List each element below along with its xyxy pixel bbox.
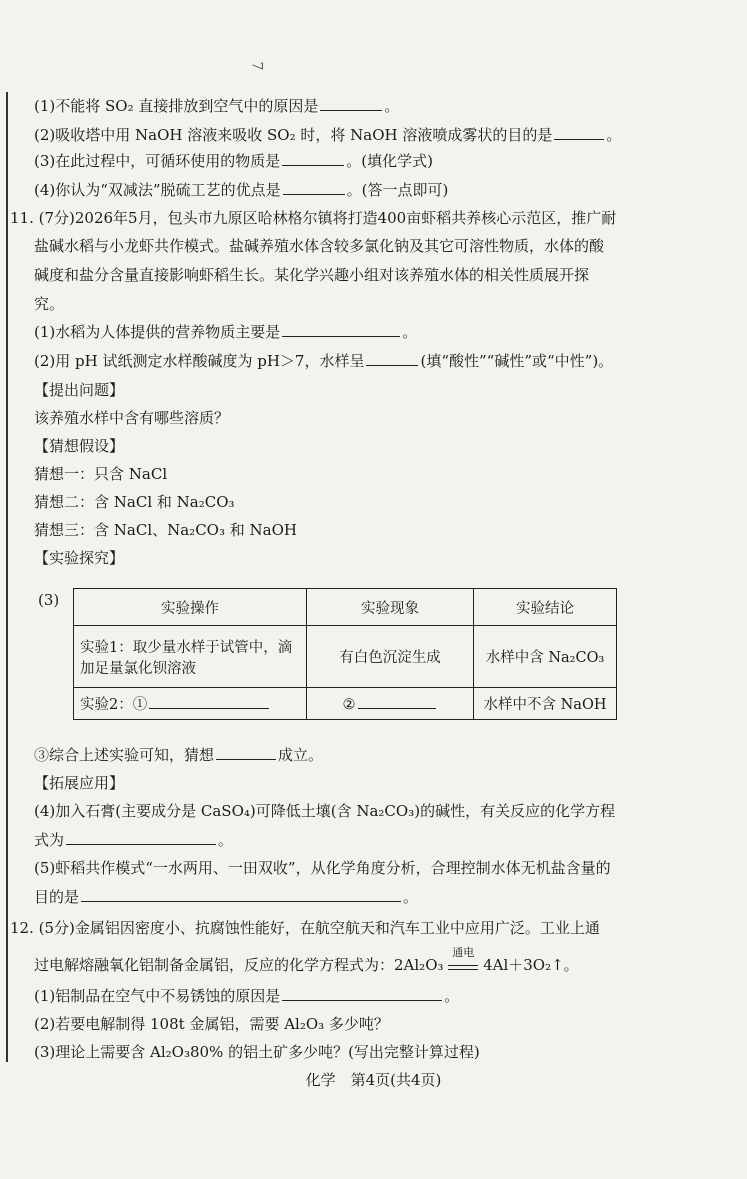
answer-blank[interactable] bbox=[282, 322, 400, 337]
answer-blank[interactable] bbox=[282, 986, 442, 1001]
answer-blank[interactable] bbox=[358, 694, 436, 709]
table-row bbox=[74, 688, 617, 720]
heading-guess: 【猜想假设】 bbox=[34, 437, 125, 455]
answer-blank[interactable] bbox=[282, 151, 344, 166]
q10-part2: (2)吸收塔中用 NaOH 溶液来吸收 SO₂ 时，将 NaOH 溶液喷成雾状的目的是 。 bbox=[34, 126, 622, 144]
q12-stem-line1: 12. (5分)金属铝因密度小、抗腐蚀性能好，在航空航天和汽车工业中应用广泛。工业上通 bbox=[10, 919, 600, 937]
answer-blank[interactable] bbox=[554, 125, 604, 140]
q12-part1: (1)铝制品在空气中不易锈蚀的原因是 。 bbox=[34, 987, 460, 1005]
answer-blank[interactable] bbox=[149, 694, 269, 709]
guess-2: 猜想二：含 NaCl 和 Na₂CO₃ bbox=[34, 493, 235, 511]
heading-problem: 【提出问题】 bbox=[34, 381, 125, 399]
table-row bbox=[74, 626, 617, 688]
q10-part4: (4)你认为“双减法”脱硫工艺的优点是 。(答一点即可) bbox=[34, 181, 449, 199]
q11-part1: (1)水稻为人体提供的营养物质主要是 。 bbox=[34, 323, 418, 341]
q11-part3-label: (3) bbox=[38, 591, 60, 609]
answer-blank[interactable] bbox=[216, 745, 276, 760]
answer-blank[interactable] bbox=[366, 351, 418, 366]
q10-part3: (3)在此过程中，可循环使用的物质是 。(填化学式) bbox=[34, 152, 433, 170]
guess-3: 猜想三：含 NaCl、Na₂CO₃ 和 NaOH bbox=[34, 521, 297, 539]
table-header-row bbox=[74, 589, 617, 626]
q11-part3-conclusion: ③综合上述实验可知，猜想 成立。 bbox=[34, 746, 324, 764]
q11-part4-line2: 式为 。 bbox=[34, 831, 234, 849]
q11-part5-line2: 目的是 。 bbox=[34, 888, 419, 906]
q11-part4-line1: (4)加入石膏(主要成分是 CaSO₄)可降低土壤(含 Na₂CO₃)的碱性，有关反应的化学方程 bbox=[34, 802, 616, 820]
guess-1: 猜想一：只含 NaCl bbox=[34, 465, 168, 483]
q11-stem-line4: 究。 bbox=[34, 295, 65, 313]
table-header: 实验结论 bbox=[474, 589, 617, 626]
problem-text: 该养殖水样中含有哪些溶质？ bbox=[34, 409, 230, 427]
heading-explore: 【实验探究】 bbox=[34, 549, 125, 567]
table-cell-conclusion: 水样中含 Na₂CO₃ bbox=[474, 626, 617, 688]
q11-stem-line3: 碱度和盐分含量直接影响虾稻生长。某化学兴趣小组对该养殖水体的相关性质展开探 bbox=[34, 266, 590, 284]
table-cell-phenomenon: ② bbox=[307, 688, 474, 720]
left-margin-line bbox=[6, 92, 8, 1062]
q11-part5-line1: (5)虾稻共作模式“一水两用、一田双收”，从化学角度分析，合理控制水体无机盐含量的 bbox=[34, 859, 611, 877]
q11-stem-line1: 11. (7分)2026年5月，包头市九原区哈林格尔镇将打造400亩虾稻共养核心示范区，推广耐 bbox=[10, 209, 617, 227]
table-cell-phenomenon: 有白色沉淀生成 bbox=[307, 626, 474, 688]
q12-part3: (3)理论上需要含 Al₂O₃80% 的铝土矿多少吨？(写出完整计算过程) bbox=[34, 1043, 480, 1061]
table-header: 实验现象 bbox=[307, 589, 474, 626]
table-cell-operation: 实验1：取少量水样于试管中，滴 加足量氯化钡溶液 bbox=[74, 626, 307, 688]
page-corner-mark: 7 bbox=[248, 61, 265, 71]
table-header: 实验操作 bbox=[74, 589, 307, 626]
q10-part1: (1)不能将 SO₂ 直接排放到空气中的原因是 。 bbox=[34, 97, 400, 115]
answer-blank[interactable] bbox=[81, 887, 401, 902]
answer-blank[interactable] bbox=[283, 180, 345, 195]
table-cell-operation: 实验2：① bbox=[74, 688, 307, 720]
q12-stem-line2: 过电解熔融氧化铝制备金属铝，反应的化学方程式为：2Al₂O₃ 通电 4Al＋3O₂↑。 bbox=[34, 946, 579, 974]
q11-stem-line2: 盐碱水稻与小龙虾共作模式。盐碱养殖水体含较多氯化钠及其它可溶性物质，水体的酸 bbox=[34, 237, 605, 255]
answer-blank[interactable] bbox=[320, 96, 382, 111]
page-footer: 化学 第4页(共4页) bbox=[305, 1071, 442, 1089]
answer-blank[interactable] bbox=[66, 830, 216, 845]
reaction-condition: 通电 bbox=[448, 957, 478, 970]
q12-part2: (2)若要电解制得 108t 金属铝，需要 Al₂O₃ 多少吨？ bbox=[34, 1015, 389, 1033]
table-cell-conclusion: 水样中不含 NaOH bbox=[474, 688, 617, 720]
q11-part2: (2)用 pH 试纸测定水样酸碱度为 pH＞7，水样呈 (填“酸性”“碱性”或“中性”)。 bbox=[34, 352, 614, 370]
heading-apply: 【拓展应用】 bbox=[34, 774, 125, 792]
experiment-table bbox=[73, 588, 617, 720]
